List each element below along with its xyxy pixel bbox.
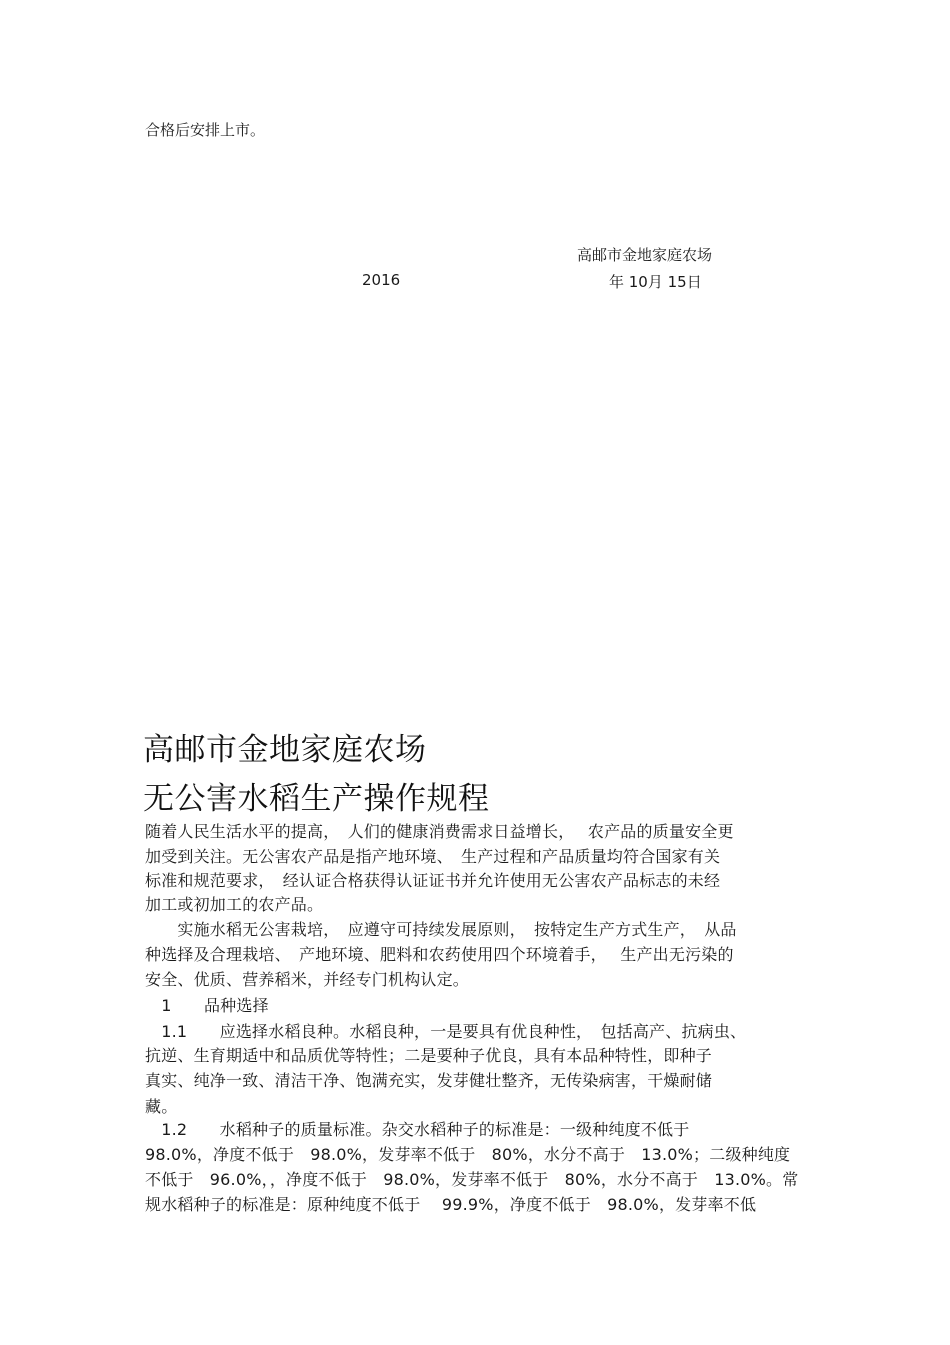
- section-heading: 1 品种选择: [145, 996, 269, 1015]
- body-line: 实施水稻无公害栽培， 应遵守可持续发展原则， 按特定生产方式生产， 从品: [145, 920, 737, 939]
- date-year: 2016: [362, 271, 401, 289]
- body-line: 标准和规范要求， 经认证合格获得认证证书并允许使用无公害农产品标志的未经: [145, 871, 721, 890]
- body-line: 藏。: [145, 1097, 178, 1116]
- body-line: 不低于 96.0%，，净度不低于 98.0%，发芽率不低于 80%，水分不高于 13.0%。常: [145, 1170, 799, 1189]
- body-line: 真实、纯净一致、清洁干净、饱满充实，发芽健壮整齐，无传染病害，干燥耐储: [145, 1071, 713, 1090]
- body-line: 抗逆、生育期适中和品质优等特性；二是要种子优良，具有本品种特性，即种子: [145, 1046, 713, 1065]
- document-title-line2: 无公害水稻生产操作规程: [143, 781, 490, 817]
- body-line: 98.0%，净度不低于 98.0%，发芽率不低于 80%，水分不高于 13.0%；二级种纯度: [145, 1145, 791, 1164]
- date-month-day: 年 10月 15日: [609, 273, 702, 291]
- continuation-text: 合格后安排上市。: [145, 121, 266, 139]
- body-line: 安全、优质、营养稻米，并经专门机构认定。: [145, 970, 470, 989]
- body-line: 加受到关注。无公害农产品是指产地环境、 生产过程和产品质量均符合国家有关: [145, 847, 721, 866]
- body-line: 加工或初加工的农产品。: [145, 895, 324, 914]
- body-line: 1.2 水稻种子的质量标准。杂交水稻种子的标准是：一级种纯度不低于: [145, 1120, 690, 1139]
- document-title-line1: 高邮市金地家庭农场: [143, 732, 427, 768]
- signature-organization: 高邮市金地家庭农场: [577, 246, 713, 264]
- body-line: 种选择及合理栽培、 产地环境、肥料和农药使用四个环境着手， 生产出无污染的: [145, 945, 734, 964]
- body-line: 1.1 应选择水稻良种。水稻良种，一是要具有优良种性， 包括高产、抗病虫、: [145, 1022, 747, 1041]
- body-line: 规水稻种子的标准是：原种纯度不低于 99.9%，净度不低于 98.0%，发芽率不低: [145, 1195, 757, 1214]
- body-line: 随着人民生活水平的提高， 人们的健康消费需求日益增长， 农产品的质量安全更: [145, 822, 734, 841]
